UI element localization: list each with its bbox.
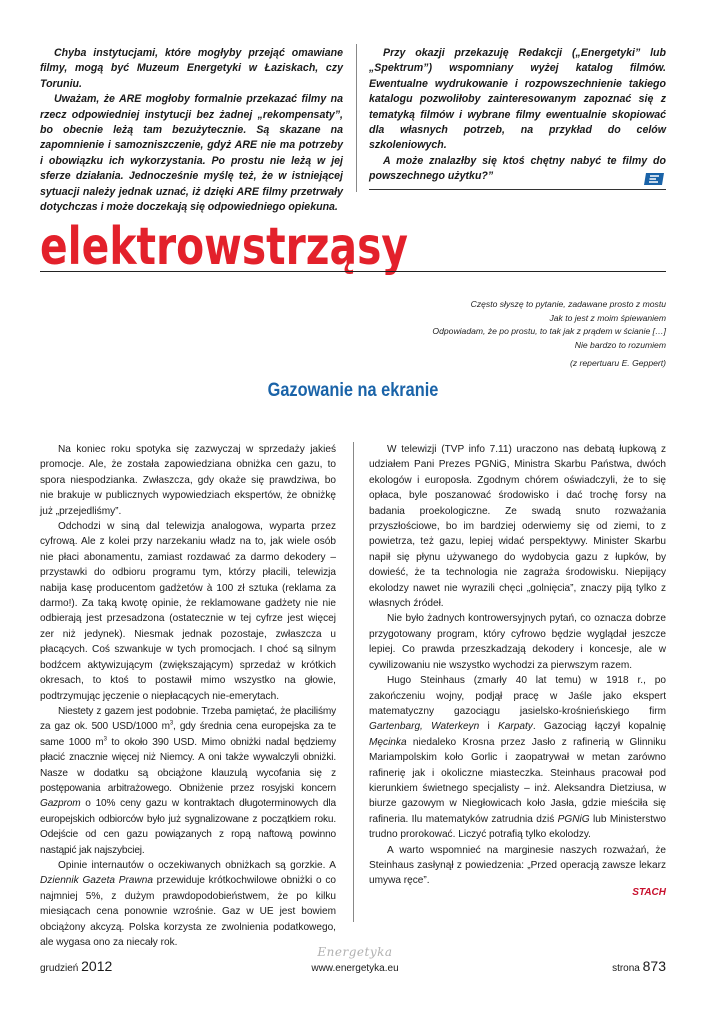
column-divider (353, 442, 354, 922)
motto-line: Odpowiadam, że po prostu, to tak jak z prądem w ścianie […] (432, 326, 666, 337)
paragraph: Nie było żadnych kontrowersyjnych pytań, co oznacza dobrze przygotowany program, który cyfrowo będzie wyglądał jeszcze lepiej. Co prawda przeszkadzają dekodery i koncesje, ale w cywilizowaniu nie wszystko wychodzi za pierwszym razem. (369, 613, 666, 671)
paragraph: Niestety z gazem jest podobnie. Trzeba pamiętać, że płaciliśmy za gaz ok. 500 USD/1000 $m^3$, gdy średnia cena europejska za te same 1000 $m^3$ to około 390 USD. Mimo obniżki nadal będziemy płacić znacznie więcej niż Niemcy. A oni także wywalczyli obniżki. Nasze w dodatku są obciążone klauzulą wycofania się z postępowania arbitrażowego. Obniżenie przez rosyjski koncern Gazprom o 10% ceny gazu w kontraktach długoterminowych dla europejskich odbiorców było już sygnalizowane z początkiem roku. Odejście od cen gazu powiązanych z ropą naftową powinno nastąpić jak najszybciej. (40, 705, 336, 856)
article-left-column (40, 442, 336, 950)
motto-line: Nie bardzo to rozumiem (574, 340, 666, 351)
footer-page (560, 958, 666, 974)
top-right-paragraph: Przy okazji przekazuję Redakcji („Energetyki” lub „Spektrum”) wspomniany wyżej katalog filmów. Ewentualne wydrukowanie i rozpowszechnienie takiego katalogu pozwoliłoby zainteresowanym zapoznać się z tematyką filmów i wybrane filmy ewentualnie skopiować dla własnych potrzeb, na przykład do celów szkoleniowych. (369, 47, 666, 152)
paragraph: Opinie internautów o oczekiwanych obniżkach są gorzkie. A Dziennik Gazeta Prawna przewiduje krótkochwilowe obniżki o co najmniej 5%, z dużym prawdopodobieństwem, że po kilku miesiącach cena ponownie wzrośnie. Gaz w UE jest bowiem obciążony akcyzą. Polska korzysta ze zwolnienia podatkowego, ale wygasa ono za niecały rok. (40, 859, 337, 948)
paragraph: W telewizji (TVP info 7.11) uraczono nas debatą łupkową z udziałem Pani Prezes PGNiG, Ministra Skarbu Państwa, dwóch ekologów i europosła. Zgodnym chórem oświadczyli, że to się opłaca, byle poszanować środowisko i dać trochę forsy na badania proekologiczne. Ze swadą snuto rozważania przyszłościowe, bo im bardziej oderwiemy się od ziemi, to z powietrza, też gazu, lepiej widać perspektywy. Minister Skarbu napił się płynu używanego do wydobycia gazu z łupków, by dowieść, że ta technologia nie zagraża środowisku. Niepijący ekolodzy nawet nie wyrazili chęci „golnięcia”, znaczy piją tylko z własnych źródeł. (369, 444, 666, 610)
section-logo (40, 217, 420, 292)
motto-line: Często słyszę to pytanie, zadawane prosto z mostu (470, 299, 666, 309)
article-right-column (369, 442, 666, 889)
motto-source: (z repertuaru E. Geppert) (569, 357, 666, 368)
section-logo-text: elektrowstrząsy (40, 217, 408, 277)
top-right-column (369, 46, 666, 185)
column-divider (356, 44, 357, 192)
footer-page-number: 873 (642, 958, 666, 974)
motto-line: Jak to jest z moim śpiewaniem (549, 312, 666, 323)
top-left-column (40, 46, 343, 215)
top-left-paragraph: Uważam, że ARE mogłoby formalnie przekazać filmy na rzecz odpowiedniej instytucji bez żadnej „rekompensaty”, bo obecnie leżą tam bezużytecznie. Są skazane na zapomnienie i samozniszczenie, gdyż ARE nie ma potrzeby i obowiązku ich wykorzystania. Po prostu nie leżą w jej sferze działania. Jednocześnie myślę też, że w istniejącej sytuacji należy jednak uznać, iż dzięki ARE filmy przetrwały dotychczas i może doczekają się odpowiedniego opiekuna. (40, 93, 343, 214)
footer-issue (40, 958, 112, 974)
footer-url[interactable]: www.energetyka.eu (311, 963, 399, 974)
section-rule (40, 271, 666, 272)
footer-page-label: strona (612, 963, 640, 974)
end-rule (369, 189, 666, 190)
footer-month: grudzień (40, 963, 79, 974)
top-right-paragraph: A może znalazłby się ktoś chętny nabyć te filmy do powszechnego użytku?” (369, 154, 666, 183)
author-signature: STACH (632, 887, 666, 898)
paragraph: Na koniec roku spotyka się zazwyczaj w sprzedaży jakieś promocje. Ale, że została zapowiedziana obniżka cen gazu, to spora niespodzianka. Zwłaszcza, gdy okaże się prawdziwa, bo nie brakuje w publicznych wypowiedziach ekspertów, że obniżkę już „przejedliśmy”. (40, 444, 336, 517)
paragraph: Hugo Steinhaus (zmarły 40 lat temu) w 1918 r., po zakończeniu wojny, podjął pracę w Jaśle jako ekspert matematyczny gazociągu jasielsko-krośnieńskiego firm Gartenbarg, Waterkeyn i Karpaty. Gazociąg łączył kopalnię Męcinka niedaleko Krosna przez Jasło z rafinerią w Glinniku Mariampolskim koło Gorlic i zaopatrywał w metan zarówno rafinerię jak i okoliczne miasteczka. Steinhaus pracował pod kierunkiem świetnego specjalisty – inż. Aleksandra Dietziusa, w biurze gazowym w Niegłowicach koło Jasła, gdzie mieściła się rafineria. Ilu matematyków zatrudnia dziś PGNiG lub Ministerstwo trudno prorokować. Liczyć potrafią tylko ekolodzy. (369, 675, 666, 841)
footer-center (255, 945, 455, 974)
paragraph: A warto wspomnieć na marginesie naszych rozważań, że Steinhaus zasłynął z powiedzenia: „Przed operacją zawsze lekarz umywa ręce”. (369, 844, 666, 887)
footer-brand-logo: Energetyka (317, 945, 393, 959)
paragraph: Odchodzi w siną dal telewizja analogowa, wyparta przez cyfrową. Ale z kolei przy narzekaniu władz na to, jak wiele osób nie płaci abonamentu, zamiast rozdawać za darmo dekodery – przystawki do odbioru programu tym, którzy płacili, telewizja nabija kasę producentom gadżetów à 100 zł sztuka (reklama za darmo!). Za taką kwotę opinie, że reklamowane gadżety nie nie odbierają jest przesadzona (ostatecznie w tej cyfrze jest więcej zer niż jedynek). Niesmak jednak pozostaje, zwłaszcza u płacących. Coś szwankuje w tych promocjach. I choć są silnym bodźcem aktywizującym (zwiększającym) sprzedaż w krótkich okresach, to ktoś to postawił mimo wszystko na głowie, podtrzymując jęczenie o niepłacących nie-emerytach. (40, 521, 336, 702)
article-title: Gazowanie na ekranie (267, 380, 439, 401)
top-left-paragraph: Chyba instytucjami, które mogłyby przejąć omawiane filmy, mogą być Muzeum Energetyki w Łaziskach, czy Toruniu. (40, 47, 343, 90)
end-mark-icon (643, 172, 665, 186)
motto (300, 298, 666, 371)
footer-year: 2012 (81, 958, 113, 974)
